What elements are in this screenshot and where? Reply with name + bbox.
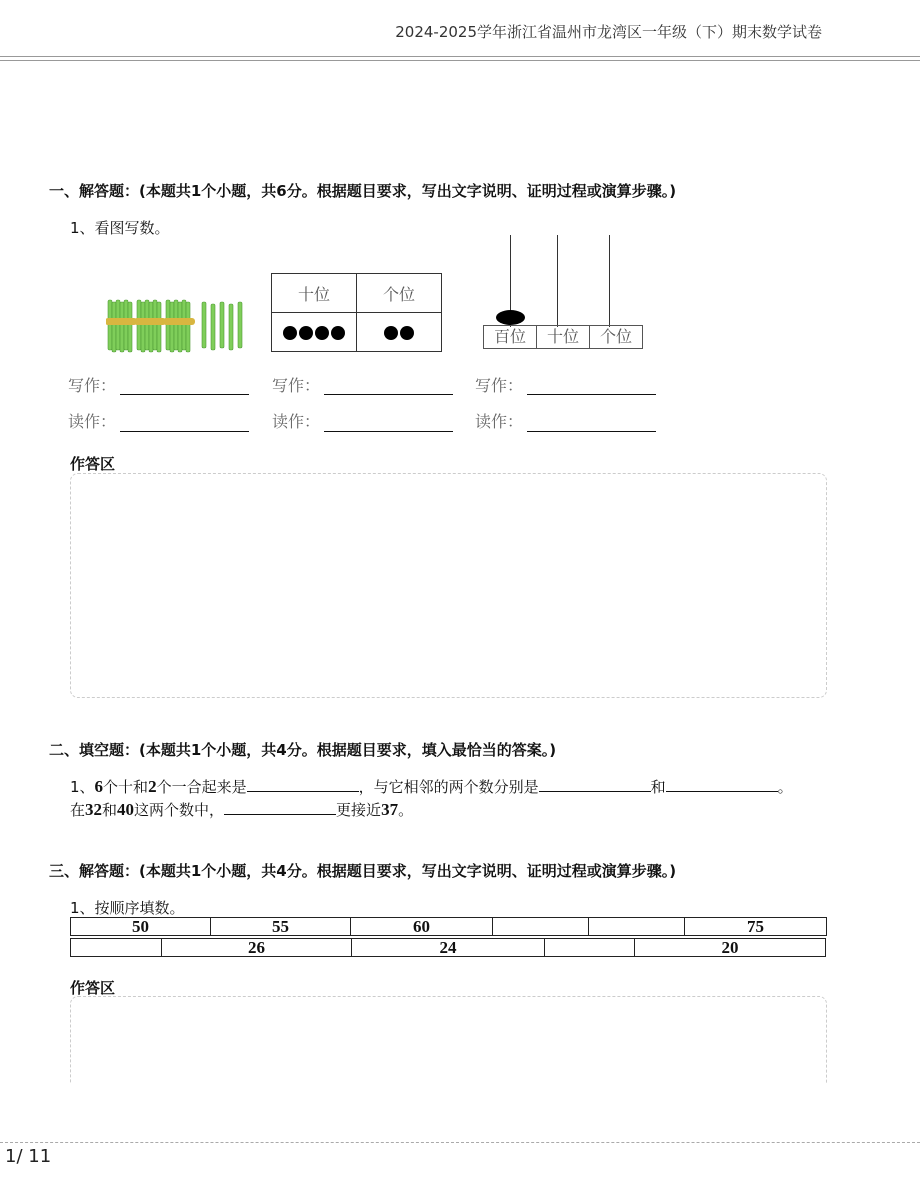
read-answer-line [120,431,249,432]
place-value-table [271,273,442,352]
write-answer-line [527,394,656,395]
abacus-bead [496,310,525,325]
stick [141,302,145,352]
stick [229,304,233,350]
sequence-cell[interactable]: 24 [352,939,545,957]
write-label: 写作： [68,376,117,395]
write-label: 写作： [475,376,524,395]
fill-blank-line-2: 在32和40这两个数中， 更接近37。 [70,800,414,819]
read-label: 读作： [68,412,117,431]
abacus-rod-ones [609,235,610,327]
stick [202,302,206,348]
sequence-table-row-2 [70,938,826,957]
sequence-table-row-1 [70,917,827,936]
counter-dot [384,326,398,340]
counter-dot [400,326,414,340]
section-2-title: 二、填空题：(本题共1个小题，共4分。根据题目要求，填入最恰当的答案。) [49,741,557,759]
section-1-title: 一、解答题：(本题共1个小题，共6分。根据题目要求，写出文字说明、证明过程或演算步骤。) [49,182,677,200]
read-label: 读作： [475,412,524,431]
stick [211,304,215,350]
answer-blank[interactable] [666,777,778,792]
abacus-rod-tens [557,235,558,327]
write-answer-line [120,394,249,395]
read-label: 读作： [272,412,321,431]
sequence-cell[interactable]: 55 [211,918,351,936]
write-answer-line [324,394,453,395]
counter-dot [315,326,329,340]
stick [149,302,153,352]
stick [178,302,182,352]
stick [238,302,242,348]
place-value-header-tens: 十位 [272,274,357,313]
counter-dot [299,326,313,340]
header-rule [0,56,920,57]
sequence-cell[interactable] [589,918,685,936]
read-answer-line [527,431,656,432]
answer-area-1[interactable] [70,473,827,698]
answer-blank[interactable] [224,800,336,815]
sequence-cell[interactable] [493,918,589,936]
question-1-prompt: 1、看图写数。 [70,219,170,237]
bundle-tie [163,318,195,325]
bundle-tie [134,318,166,325]
answer-area-label: 作答区 [70,979,116,997]
stick [220,302,224,348]
abacus-label-hundreds: 百位 [484,326,537,348]
document-header-title: 2024-2025学年浙江省温州市龙湾区一年级（下）期末数学试卷 [395,23,822,41]
sequence-cell[interactable] [71,939,162,957]
abacus-base [483,325,643,349]
sequence-cell[interactable]: 50 [71,918,211,936]
ones-dots-cell [357,313,442,352]
fill-blank-line-1: 1、6个十和2个一合起来是 ，与它相邻的两个数分别是 和 。 [70,777,793,796]
answer-blank[interactable] [539,777,651,792]
stick [128,302,132,352]
abacus-label-tens: 十位 [537,326,590,348]
stick-bundles-illustration [106,296,252,354]
write-label: 写作： [272,376,321,395]
header-rule [0,60,920,61]
page-cutoff [60,1083,840,1138]
tens-dots-cell [272,313,357,352]
sequence-cell[interactable]: 20 [635,939,826,957]
footer-rule [0,1142,920,1143]
answer-area-label: 作答区 [70,455,116,473]
read-answer-line [324,431,453,432]
stick [170,302,174,352]
counter-dot [283,326,297,340]
sequence-cell[interactable]: 60 [351,918,493,936]
question-3-prompt: 1、按顺序填数。 [70,899,185,917]
counter-dot [331,326,345,340]
stick [157,302,161,352]
abacus-label-ones: 个位 [599,327,632,346]
page-number: 1/ 11 [5,1146,52,1167]
place-value-header-ones: 个位 [357,274,442,313]
sequence-cell[interactable]: 75 [685,918,827,936]
sequence-cell[interactable]: 26 [162,939,352,957]
stick [120,302,124,352]
stick [112,302,116,352]
answer-blank[interactable] [247,777,359,792]
sequence-cell[interactable] [545,939,635,957]
section-3-title: 三、解答题：(本题共1个小题，共4分。根据题目要求，写出文字说明、证明过程或演算步骤。) [49,862,677,880]
bundle-tie [106,318,137,325]
stick [186,302,190,352]
